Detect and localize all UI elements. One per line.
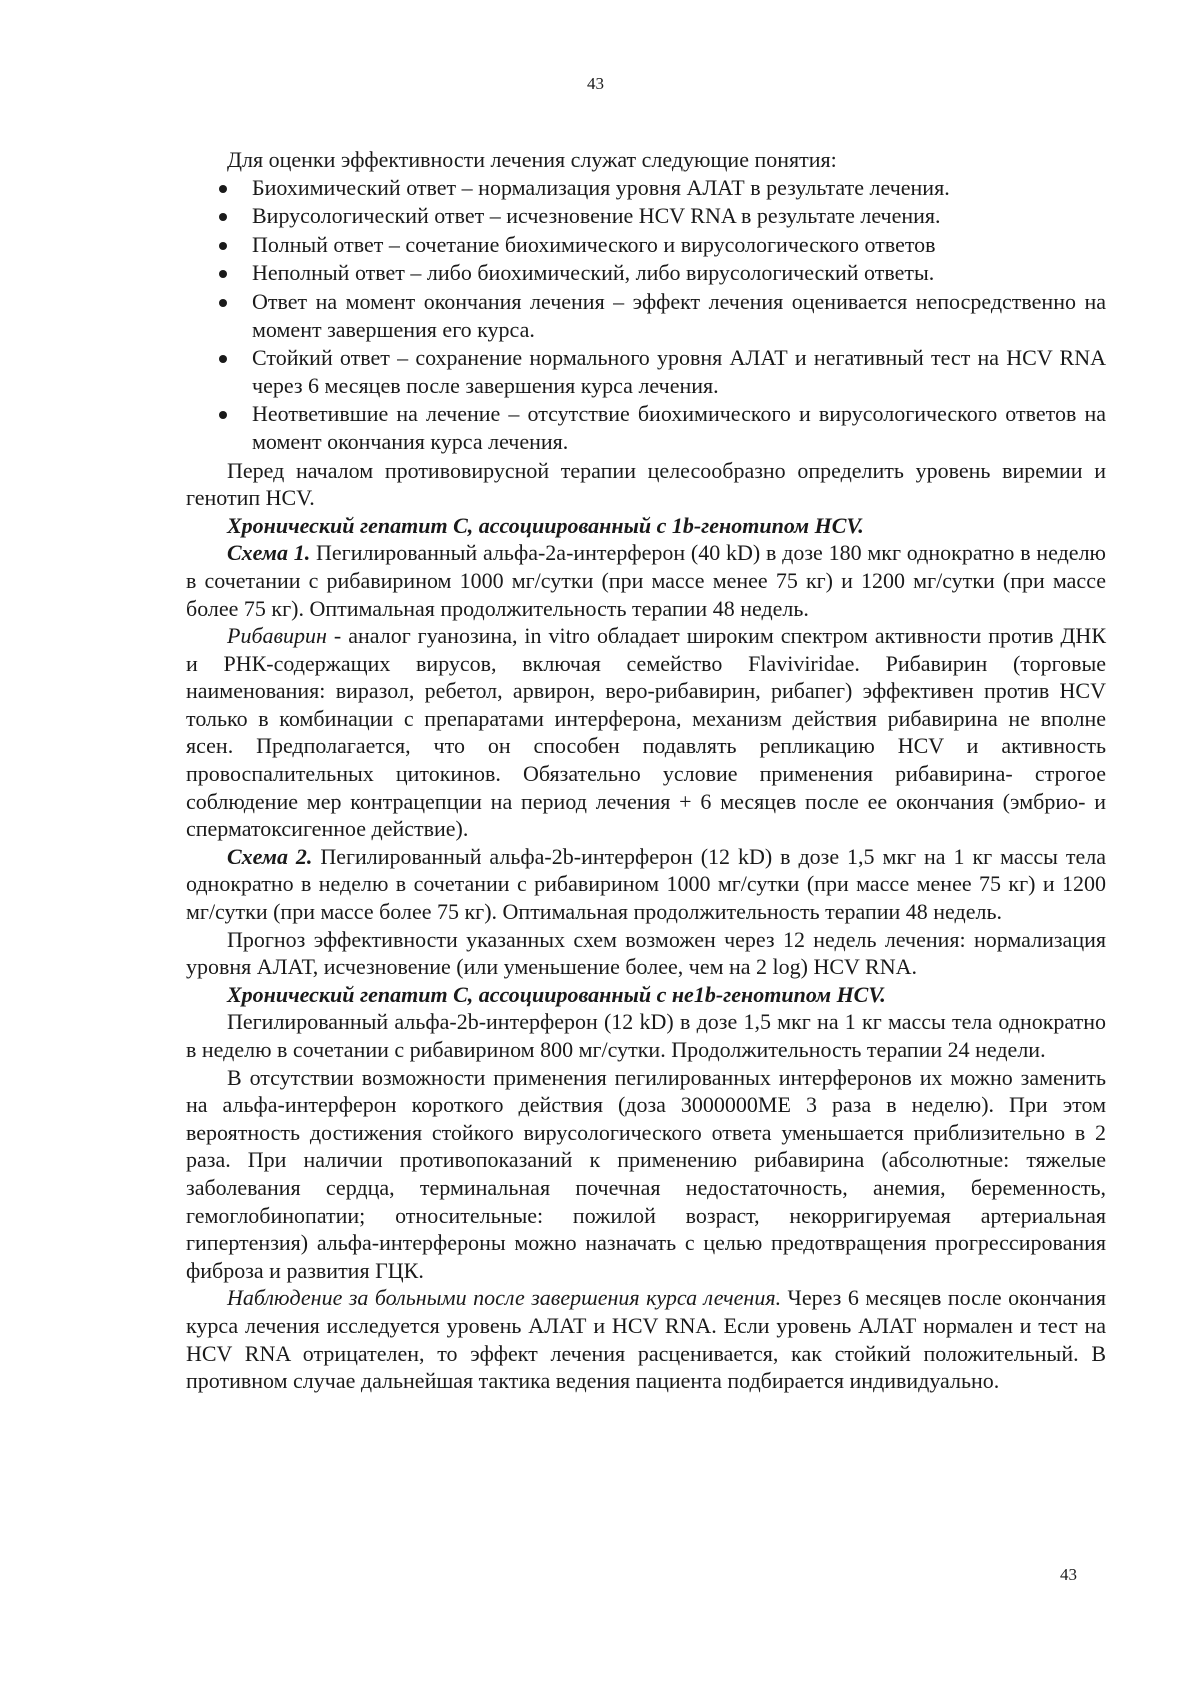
document-body	[186, 146, 1106, 1395]
list-item-text: Стойкий ответ – сохранение нормального уровня АЛАТ и негативный тест на HCV RNA через 6 месяцев после завершения курса лечения.	[252, 345, 1106, 398]
list-item	[186, 288, 1106, 343]
scheme-2-text: Пегилированный альфа-2b-интерферон (12 kD) в дозе 1,5 мкг на 1 кг массы тела однократно в неделю в сочетании с рибавирином 1000 мг/сутки (при массе менее 75 кг) и 1200 мг/сутки (при массе более 75 кг). Оптимальная продолжительность терапии 48 недель.	[186, 843, 1106, 925]
scheme-2-paragraph	[186, 843, 1106, 926]
list-item-text: Биохимический ответ – нормализация уровня АЛАТ в результате лечения.	[252, 174, 950, 200]
list-item	[186, 174, 1106, 202]
section-heading-1b: Хронический гепатит С, ассоциированный с 1b-генотипом HCV.	[227, 512, 864, 538]
ribavirin-text: - аналог гуанозина, in vitro обладает широким спектром активности против ДНК и РНК-содержащих вирусов, включая семейство Flaviviridae. Рибавирин (торговые наименования: виразол, ребетол, арвирон, веро-рибавирин, рибапег) эффективен против HCV только в комбинации с препаратами интерферона, механизм действия рибавирина не вполне ясен. Предполагается, что он способен подавлять репликацию HCV и активность провоспалительных цитокинов. Обязательно условие применения рибавирина- строгое соблюдение мер контрацепции на период лечения + 6 месяцев после ее окончания (эмбрио- и сперматоксигенное действие).	[186, 623, 1106, 842]
non1b-paragraph: Пегилированный альфа-2b-интерферон (12 kD) в дозе 1,5 мкг на 1 кг массы тела однократно в неделю в сочетании с рибавирином 800 мг/сутки. Продолжительность терапии 24 недели.	[186, 1009, 1106, 1062]
ribavirin-paragraph	[186, 622, 1106, 843]
list-item-text: Неответившие на лечение – отсутствие биохимического и вирусологического ответов на момент окончания курса лечения.	[252, 401, 1106, 454]
bullet-icon	[219, 355, 227, 363]
ribavirin-label: Рибавирин	[227, 623, 327, 649]
intro-paragraph: Для оценки эффективности лечения служат следующие понятия:	[227, 147, 837, 172]
list-item-text: Ответ на момент окончания лечения – эффект лечения оценивается непосредственно на момент завершения его курса.	[252, 288, 1106, 342]
followup-text: Через 6 месяцев после окончания курса лечения исследуется уровень АЛАТ и HCV RNA. Если уровень АЛАТ нормален и тест на HCV RNA отрицателен, то эффект лечения расценивается, как стойкий положительный. В противном случае дальнейшая тактика ведения пациента подбирается индивидуально.	[186, 1285, 1106, 1394]
scheme-2-label: Схема 2.	[227, 843, 313, 869]
list-item-text: Полный ответ – сочетание биохимического и вирусологического ответов	[252, 231, 936, 257]
list-item-text: Неполный ответ – либо биохимический, либо вирусологический ответы.	[252, 260, 935, 286]
bullet-icon	[219, 185, 227, 193]
alternative-paragraph: В отсутствии возможности применения пегилированных интерферонов их можно заменить на альфа-интерферон короткого действия (доза 3000000МЕ 3 раза в неделю). При этом вероятность достижения стойкого вирусологического ответа уменьшается приблизительно в 2 раза. При наличии противопоказаний к применению рибавирина (абсолютные: тяжелые заболевания сердца, терминальная почечная недостаточность, анемия, беременность, гемоглобинопатии; относительные: пожилой возраст, некорригируемая артериальная гипертензия) альфа-интерфероны можно назначать с целью предотвращения прогрессирования фиброза и развития ГЦК.	[186, 1064, 1106, 1283]
list-item-text: Вирусологический ответ – исчезновение HCV RNA в результате лечения.	[252, 203, 941, 229]
page-number-bottom: 43	[1060, 1565, 1077, 1584]
scheme-1-text: Пегилированный альфа-2а-интерферон (40 kD) в дозе 180 мкг однократно в неделю в сочетании с рибавирином 1000 мг/сутки (при массе менее 75 кг) и 1200 мг/сутки (при массе более 75 кг). Оптимальная продолжительность терапии 48 недель.	[186, 540, 1106, 621]
list-item	[186, 259, 1106, 287]
prognosis-paragraph: Прогноз эффективности указанных схем возможен через 12 недель лечения: нормализация уровня АЛАТ, исчезновение (или уменьшение более, чем на 2 log) HCV RNA.	[186, 926, 1106, 980]
list-item	[186, 202, 1106, 230]
page-number-top: 43	[587, 74, 604, 93]
bullet-icon	[219, 270, 227, 278]
list-item	[186, 231, 1106, 259]
bullet-icon	[219, 299, 227, 307]
list-item	[186, 344, 1106, 399]
scheme-1-paragraph	[186, 539, 1106, 622]
scheme-1-label: Схема 1.	[227, 540, 311, 566]
followup-paragraph	[186, 1284, 1106, 1394]
bullet-icon	[219, 411, 227, 419]
followup-label: Наблюдение за больными после завершения курса лечения.	[227, 1285, 782, 1311]
list-item	[186, 400, 1106, 455]
section-heading-non1b: Хронический гепатит С, ассоциированный с не1b-генотипом HCV.	[227, 981, 886, 1007]
criteria-list	[186, 174, 1106, 456]
bullet-icon	[219, 242, 227, 250]
bullet-icon	[219, 213, 227, 221]
pre-therapy-paragraph: Перед началом противовирусной терапии целесообразно определить уровень виремии и генотип HCV.	[186, 457, 1106, 511]
